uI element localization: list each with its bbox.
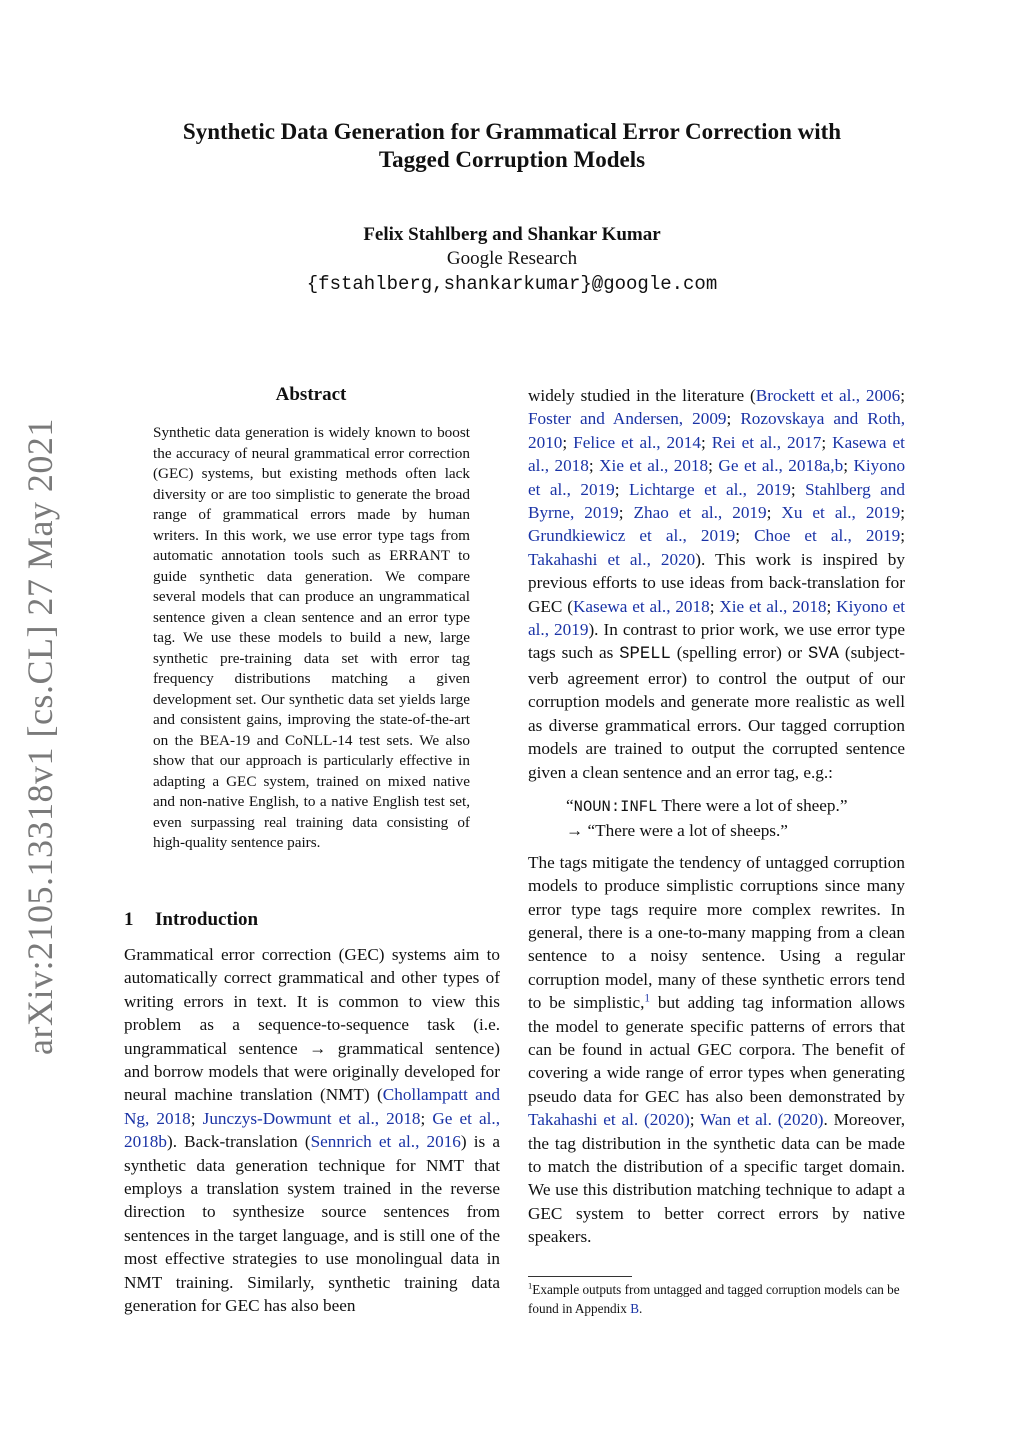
citation-separator: ; <box>614 479 630 499</box>
paper-title <box>0 118 1024 174</box>
footnote <box>528 1281 905 1318</box>
example-tag: NOUN:INFL <box>573 797 658 816</box>
error-tag-spell: SPELL <box>619 645 671 665</box>
citation-link[interactable]: Zhao et al., 2019 <box>633 503 767 523</box>
text-run: widely studied in the literature ( <box>528 386 756 405</box>
author-block <box>0 223 1024 297</box>
citation-link[interactable]: Kasewa et al., 2018 <box>528 432 905 476</box>
citation-link[interactable]: Takahashi et al. <box>528 1110 639 1130</box>
author-email[interactable]: {fstahlberg,shankarkumar}@google.com <box>306 273 718 295</box>
citation-separator: ; <box>735 526 755 546</box>
citation-separator: ; <box>562 432 574 452</box>
text-run: (spelling error) or <box>670 643 808 663</box>
citation-link[interactable]: Xu et al., 2019 <box>781 503 901 523</box>
section-number: 1 <box>124 909 134 930</box>
citation-link[interactable]: Ge et al., 2018b <box>124 1108 500 1152</box>
citation-link[interactable]: Wan et al. <box>700 1110 772 1130</box>
citation-separator: ; <box>618 503 634 523</box>
citation-separator: ; <box>821 432 833 452</box>
citation-separator: ; <box>900 386 906 405</box>
text-run: but adding tag information allows the model to generate specific patterns of errors that can be found in actual GEC corpora. The benefit of covering a wide range of error types when generating pseudo data for GEC has also been demonstrated by <box>528 993 905 1106</box>
citation-link[interactable]: Takahashi et al., 2020 <box>528 549 696 569</box>
text-run: Grammatical error correction (GEC) systems aim to automatically correct grammatical and other types of writing errors in text. It is common to view this problem as a sequence-to-sequence task (i.e. ungrammatical sentence → grammatical sentence) and borrow models that were originally developed for neural machine translation (NMT) ( <box>124 945 500 1105</box>
citation-link[interactable]: Rei et al., 2017 <box>711 432 822 452</box>
citation-link[interactable]: (2020) <box>643 1110 690 1130</box>
footnote-divider <box>528 1276 632 1277</box>
intro-paragraph <box>124 943 500 1318</box>
tags-paragraph <box>528 851 905 1249</box>
citation-separator: ; <box>790 479 806 499</box>
text-run: . <box>639 1300 643 1316</box>
citation-link[interactable]: Stahlberg and Byrne, 2019 <box>528 479 905 523</box>
section-title: Introduction <box>155 909 259 930</box>
citation-link[interactable]: Chollampatt and Ng, 2018 <box>124 1085 500 1128</box>
citation-link[interactable]: (2020) <box>777 1110 824 1130</box>
example-source: There were a lot of sheep.” <box>657 795 848 815</box>
text-run: (subject-verb agreement error) to control the output of our corruption models and generate more realistic as well as diverse grammatical errors. Our tagged corruption models are trained to output the corrupted sentence given a clean sentence and an error tag, e.g.: <box>528 643 905 782</box>
citation-separator: ; <box>843 456 854 476</box>
citation-link[interactable]: Kiyono et al., 2019 <box>528 596 905 640</box>
citation-link[interactable]: Xie et al., 2018 <box>599 456 709 476</box>
text-run: The tags mitigate the tendency of untagged corruption models to produce simplistic corruptions since many error type tags require more complex rewrites. In general, there is a one-to-many mapping from a clean sentence to a noisy sentence. Using a regular corruption model, many of these synthetic errors tend to be simplistic, <box>528 852 905 1013</box>
text-run: ). This work is inspired by previous efforts to use ideas from back-translation for GEC ( <box>528 549 905 616</box>
title-line-2: Tagged Corruption Models <box>378 147 646 172</box>
citation-separator: ; <box>588 456 600 476</box>
citation-list <box>528 386 905 569</box>
citation-separator: ; <box>726 409 741 429</box>
text-run: ; <box>689 1110 701 1130</box>
citation-link[interactable]: Sennrich et al., 2016 <box>310 1132 461 1152</box>
footnote-marker[interactable]: 1 <box>644 992 651 1005</box>
title-line-1: Synthetic Data Generation for Grammatical Error Correction with <box>182 119 842 144</box>
citation-separator: ; <box>708 456 719 476</box>
text-run: ). Back-translation ( <box>166 1132 311 1152</box>
text-run: ; <box>190 1108 203 1128</box>
abstract-text: Synthetic data generation is widely known to boost the accuracy of neural grammatical error correction (GEC) systems, but existing methods often lack diversity or are too simplistic to generate the broad range of grammatical errors made by human writers. In this work, we use error type tags from automatic annotation tools such as ERRANT to guide synthetic data generation. We compare several models that can produce an ungrammatical sentence given a clean sentence and an error type tag. We use these models to build a new, large synthetic pre-training data set with error tag frequency distributions matching a given development set. Our synthetic data set yields large and consistent gains, improving the state-of-the-art on the BEA-19 and CoNLL-14 test sets. We also show that our approach is particularly effective in adapting a GEC system, trained on mixed native and non-native English, to a native English test set, even surpassing real training data consisting of high-quality sentence pairs. <box>153 424 470 851</box>
citation-separator: ; <box>766 503 782 523</box>
citation-link[interactable]: Rozovskaya and Roth, 2010 <box>528 409 905 452</box>
footnote-text: Example outputs from untagged and tagged corruption models can be found in Appendix <box>528 1282 900 1316</box>
citation-separator: ; <box>700 432 712 452</box>
example-block <box>566 794 905 843</box>
related-work-paragraph: widely studied in the literature (Brockett et al., 2006; Foster and Andersen, 2009; Rozovskaya and Roth, 2010; Felice et al., 2014; Rei et al., 2017; Kasewa et al., 2018; Xie et al., 2018; Ge et al., 2018a,b; Kiyono et al., 2019; Lichtarge et al., 2019; Stahlberg and Byrne, 2019; Zhao et al., 2019; Xu et al., 2019; Grundkiewicz et al., 2019; Choe et al., 2019; Takahashi et al., 2020). This work is inspired by previous efforts to use ideas from back-translation for GEC (Kasewa et al., 2018; Xie et al., 2018; Kiyono et al., 2019). In contrast to prior work, we use error type tags such as SPELL (spelling error) or SVA (subject-verb agreement error) to control the output of our corruption models and generate more realistic as well as diverse grammatical errors. Our tagged corruption models are trained to output the corrupted sentence given a clean sentence and an error tag, e.g.: <box>528 386 906 782</box>
section-heading-introduction <box>124 909 258 931</box>
author-names: Felix Stahlberg and Shankar Kumar <box>363 224 661 245</box>
citation-separator: ; <box>900 526 906 546</box>
citation-separator: ; <box>900 503 905 523</box>
citation-link[interactable]: Kiyono et al., 2019 <box>528 456 906 499</box>
right-column <box>528 384 905 1249</box>
citation-link[interactable]: Choe et al., 2019 <box>754 526 901 546</box>
text-run: ; <box>420 1108 433 1128</box>
citation-link[interactable]: Grundkiewicz et al., 2019 <box>528 526 736 546</box>
footnote-number: 1 <box>528 1280 533 1291</box>
arxiv-identifier: arXiv:2105.13318v1 [cs.CL] 27 May 2021 <box>20 418 60 1055</box>
citation-link[interactable]: Ge et al., 2018a,b <box>718 456 844 476</box>
example-target: → “There were a lot of sheeps.” <box>566 821 788 841</box>
text-run: ). In contrast to prior work, we use error type tags such as <box>528 620 905 663</box>
text-run: . Moreover, the tag distribution in the synthetic data can be made to match the distribution of a specific target domain. We use this distribution matching technique to adapt a GEC system to better correct errors by native speakers. <box>528 1110 905 1247</box>
text-run: “ <box>566 795 574 815</box>
citation-link[interactable]: Felice et al., 2014 <box>573 432 701 452</box>
citation-link[interactable]: Brockett et al., 2006 <box>755 386 901 405</box>
appendix-link[interactable]: B <box>630 1300 639 1316</box>
error-tag-sva: SVA <box>808 645 839 665</box>
affiliation: Google Research <box>446 248 578 269</box>
text-run: ) is a synthetic data generation technique for NMT that employs a translation system trained in the reverse direction to synthesize source sentences from sentences in the target language, and is still one of the most effective strategies to use monolingual data in NMT training. Similarly, synthetic training data generation for GEC has also been <box>124 1132 500 1316</box>
citation-link[interactable]: Xie et al., 2018 <box>719 596 827 616</box>
citation-link[interactable]: Junczys-Dowmunt et al., 2018 <box>202 1108 421 1128</box>
citation-link[interactable]: Kasewa et al., 2018 <box>572 596 710 616</box>
abstract-heading: Abstract <box>275 384 347 405</box>
citation-link[interactable]: Foster and Andersen, 2009 <box>528 409 727 429</box>
citation-link[interactable]: Lichtarge et al., 2019 <box>629 479 791 499</box>
